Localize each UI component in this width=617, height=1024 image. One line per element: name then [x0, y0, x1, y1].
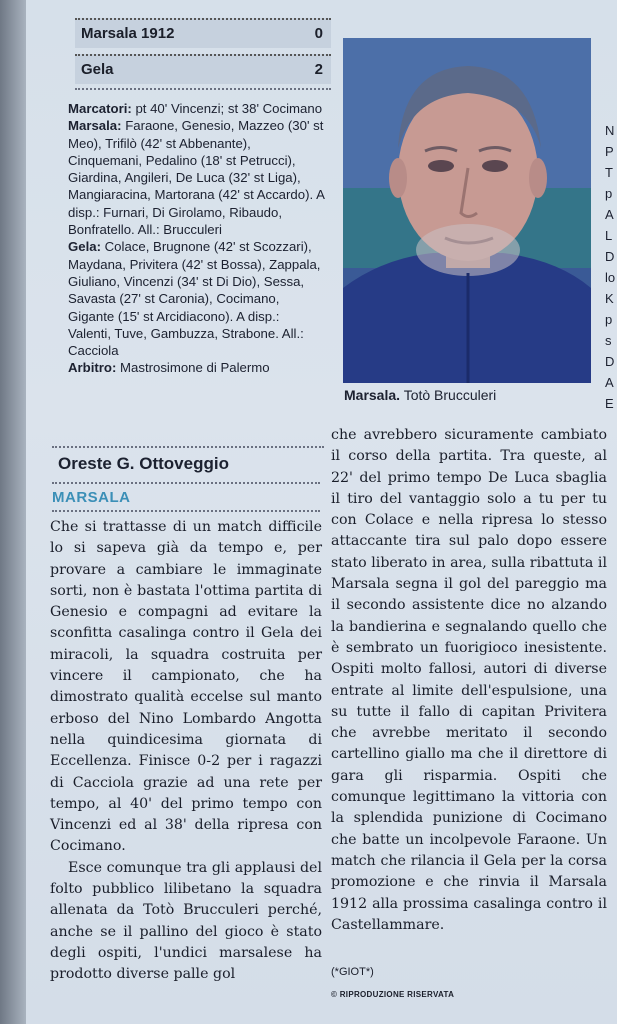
- section-heading: MARSALA: [52, 489, 131, 506]
- marsala-label: Marsala:: [68, 118, 122, 134]
- adjacent-column-fragment: [605, 120, 617, 414]
- adjacent-column-letter: E: [605, 396, 614, 411]
- adjacent-column-letter: T: [605, 165, 613, 180]
- copyright-notice: © RIPRODUZIONE RISERVATA: [331, 990, 455, 999]
- scorers-text: pt 40' Vincenzi; st 38' Cocimano: [135, 101, 323, 116]
- scoreboard-rule: [75, 88, 331, 90]
- scorers-label: Marcatori:: [68, 101, 132, 116]
- adjacent-column-letter: p: [605, 186, 613, 201]
- adjacent-column-letter: D: [605, 249, 615, 264]
- caption-name: Totò Brucculeri: [403, 387, 497, 403]
- adjacent-column-letter: s: [605, 333, 612, 348]
- adjacent-column-letter: P: [605, 144, 614, 159]
- referee-label: Arbitro:: [68, 360, 117, 376]
- caption-place: Marsala.: [344, 387, 401, 403]
- author-rule: [52, 482, 320, 484]
- adjacent-column-letter: D: [605, 354, 615, 369]
- away-team: Gela: [81, 61, 114, 78]
- page-edge: [0, 0, 26, 1024]
- lineups-box: [68, 100, 326, 377]
- author-signature: (*GIOT*): [331, 966, 374, 978]
- adjacent-column-letter: A: [605, 375, 614, 390]
- adjacent-column-letter: lo: [605, 270, 616, 285]
- coach-photo: [343, 38, 591, 383]
- marsala-lineup: [68, 117, 326, 238]
- adjacent-column-letter: K: [605, 291, 614, 306]
- left-paragraph-2: Esce comunque tra gli applausi del folto pubblico lilibetano la squadra allenata da Totò Brucculeri perché, anche se il pallino del gioco è stato degli ospiti, l'undici marsalese ha prodotto diverse palle gol: [50, 859, 322, 983]
- adjacent-column-letter: N: [605, 123, 615, 138]
- away-score: 2: [314, 61, 323, 78]
- adjacent-column-letter: A: [605, 207, 614, 222]
- scorers-line: [68, 100, 326, 117]
- gela-lineup: [68, 238, 326, 359]
- portrait-illustration: [343, 38, 591, 383]
- article-right-column: [331, 425, 607, 936]
- section-rule: [52, 510, 320, 512]
- referee-line: [68, 359, 326, 376]
- gela-label: Gela:: [68, 239, 101, 255]
- article-author: Oreste G. Ottoveggio: [58, 454, 229, 473]
- adjacent-column-letter: p: [605, 312, 613, 327]
- article-left-column: [50, 517, 322, 986]
- marsala-text: Faraone, Genesio, Mazzeo (30' st Meo), Trifilò (42' st Abbenante), Cinquemani, Pedalino (18' st Petrucci), Giardina, Angileri, De Luca (32' st Liga), Mangiaracina, Martorana (42' st Accardo). A disp.: Furnari, Di Girolamo, Ribaudo, Bonfratello. All.: Brucculeri: [68, 118, 325, 238]
- photo-caption: [344, 387, 496, 403]
- left-paragraph-1: Che si trattasse di un match difficile lo si sapeva già da tempo e, per provare a cambiare le immaginate sorti, non è bastata l'ottima partita di Genesio e compagni ad evitare la sconfitta casalinga contro il Gela dei miracoli, la squadra costruita per vincere il campionato, che ha dimostrato qualità eccelse sul manto erboso del Nino Lombardo Angotta nella quindicesima giornata di Eccellenza. Finisce 0-2 per i ragazzi di Cacciola grazie ad una rete per tempo, al 40' del primo tempo con Vincenzi ed al 38' della ripresa con Cocimano.: [50, 519, 322, 855]
- referee-text: Mastrosimone di Palermo: [120, 360, 270, 376]
- right-paragraph: che avrebbero sicuramente cambiato il corso della partita. Tra queste, al 22' del primo tempo De Luca sbaglia il tiro del vantaggio solo a tu per tu con Colace e nella ripresa lo stesso attaccante tira sul palo dopo essere stato liberato in area, sulla ribattuta il Marsala segna il gol del pareggio ma il secondo assistente dice no alzando la bandierina e segnalando quello che è sembrato un fuorigioco inesistente. Ospiti molto fallosi, autori di diverse entrate al limite dell'espulsione, una su tutte il fallo di capitan Privitera che avrebbe meritato il secondo cartellino giallo ma che il direttore di gara gli risparmia. Ospiti che comunque legittimano la vittoria con la splendida punizione di Cocimano che batte un incolpevole Faraone. Un match che rilancia il Gela per la corsa promozione e che rinvia il Marsala 1912 alla prossima casalinga contro il Castellammare.: [331, 427, 607, 933]
- score-row-home: [75, 18, 331, 48]
- adjacent-column-letter: L: [605, 228, 613, 243]
- home-score: 0: [314, 25, 323, 42]
- score-row-away: [75, 54, 331, 84]
- gela-text: Colace, Brugnone (42' st Scozzari), Maydana, Privitera (42' st Bossa), Zappala, Giuliano, Vincenzi (34' st Di Dio), Sessa, Savasta (27' st Caronia), Cocimano, Gigante (15' st Arcidiacono). A disp.: Valenti, Tuve, Gambuzza, Strabone. All.: Cacciola: [68, 239, 321, 359]
- lineups-rule: [52, 446, 324, 448]
- home-team: Marsala 1912: [81, 25, 175, 42]
